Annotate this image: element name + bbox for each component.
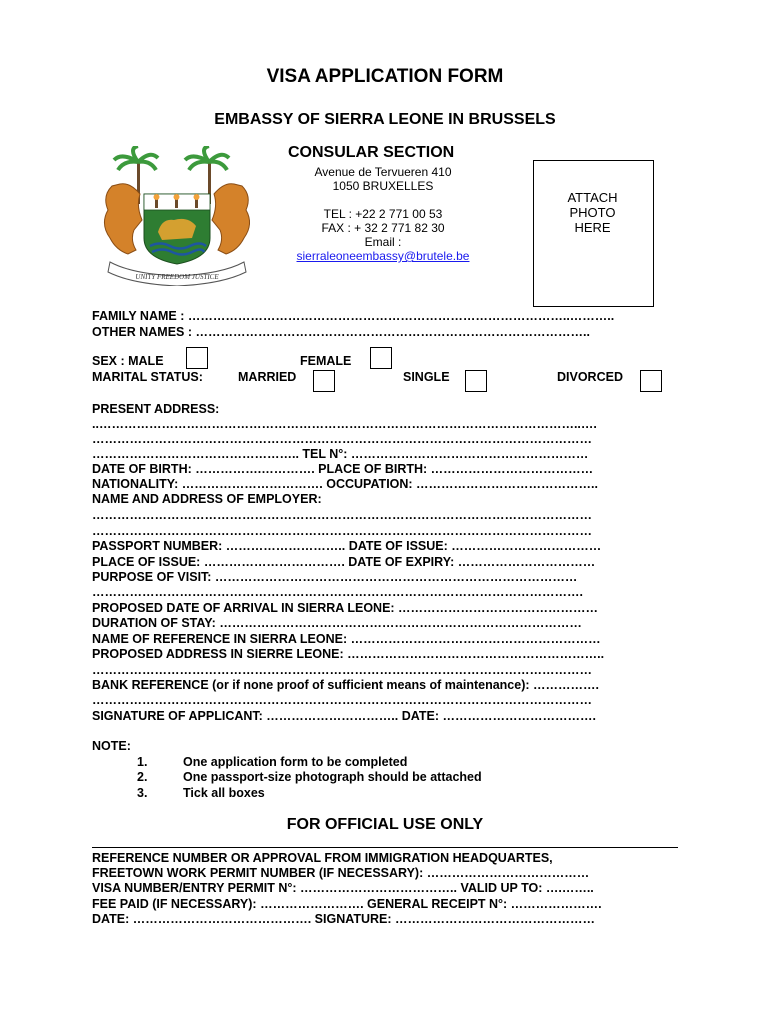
employer-field-line-1[interactable]: ………………………………………………………………………………………………………… xyxy=(92,508,592,522)
photo-label-1: ATTACH xyxy=(567,190,618,205)
photo-label-2: PHOTO xyxy=(569,205,616,220)
arrival-date-field[interactable]: PROPOSED DATE OF ARRIVAL IN SIERRA LEONE: ………………………………………… xyxy=(92,601,599,615)
note-item-3: Tick all boxes xyxy=(183,786,265,800)
duration-of-stay-field[interactable]: DURATION OF STAY: …………………………………………………………………………… xyxy=(92,616,582,630)
female-label: FEMALE xyxy=(300,354,352,368)
fax: FAX : + 32 2 771 82 30 xyxy=(321,221,445,235)
purpose-field-line-2[interactable]: ………………………………………………………………………………………………………. xyxy=(92,585,583,599)
email-link[interactable]: sierraleoneembassy@brutele.be xyxy=(296,249,470,263)
family-name-field[interactable]: FAMILY NAME : ………………………………………………………………………………..……….. xyxy=(92,309,615,323)
visa-number-field[interactable]: VISA NUMBER/ENTRY PERMIT N°: ……………………………….. VALID UP TO: ….…….. xyxy=(92,881,594,895)
nationality-occupation-field[interactable]: NATIONALITY: ……………………………. OCCUPATION: …………………………………….. xyxy=(92,477,598,491)
telephone: TEL : +22 2 771 00 53 xyxy=(323,207,443,221)
official-divider xyxy=(92,847,678,848)
note-item-2: One passport-size photograph should be attached xyxy=(183,770,482,784)
embassy-name: EMBASSY OF SIERRA LEONE IN BRUSSELS xyxy=(214,111,556,128)
note-number-2: 2. xyxy=(137,770,148,784)
other-names-field[interactable]: OTHER NAMES : ………………………………………………………………………………….. xyxy=(92,325,590,339)
fee-paid-field[interactable]: FEE PAID (IF NECESSARY): ……………………. GENERAL RECEIPT N°: …………………. xyxy=(92,897,602,911)
address-field-line-1[interactable]: ..……………………………………………………………………………………………………..…. xyxy=(92,417,597,431)
address-line-2: 1050 BRUXELLES xyxy=(332,179,434,193)
email-label: Email : xyxy=(364,235,402,249)
motto-text: UNITY FREEDOM JUSTICE xyxy=(135,273,219,281)
consular-section-heading: CONSULAR SECTION xyxy=(288,144,455,161)
official-date-signature-field[interactable]: DATE: ……………………………………. SIGNATURE: ………………………………………… xyxy=(92,912,596,926)
place-of-issue-field[interactable]: PLACE OF ISSUE: ……………………………. DATE OF EXPIRY: …………………………… xyxy=(92,555,596,569)
bank-reference-line-2[interactable]: ………………………………………………………………………………………………………… xyxy=(92,693,592,707)
form-title: VISA APPLICATION FORM xyxy=(266,66,504,87)
employer-label: NAME AND ADDRESS OF EMPLOYER: xyxy=(92,492,322,506)
address-field-line-2[interactable]: ………………………………………………………………………………………………………… xyxy=(92,432,592,446)
note-item-1: One application form to be completed xyxy=(183,755,408,769)
present-address-label: PRESENT ADDRESS: xyxy=(92,402,220,416)
female-checkbox[interactable] xyxy=(370,347,392,369)
photo-label-3: HERE xyxy=(574,220,611,235)
note-number-1: 1. xyxy=(137,755,148,769)
purpose-of-visit-field[interactable]: PURPOSE OF VISIT: …………………………………………………………………………… xyxy=(92,570,578,584)
lion-right-icon xyxy=(212,184,250,254)
male-checkbox[interactable] xyxy=(186,347,208,369)
coat-of-arms-icon xyxy=(92,146,262,286)
divorced-label: DIVORCED xyxy=(557,370,623,384)
single-label: SINGLE xyxy=(403,370,450,384)
married-label: MARRIED xyxy=(238,370,297,384)
date-place-of-birth-field[interactable]: DATE OF BIRTH: …………….…………. PLACE OF BIRTH: ………………………………… xyxy=(92,462,594,476)
married-checkbox[interactable] xyxy=(313,370,335,392)
divorced-checkbox[interactable] xyxy=(640,370,662,392)
tel-field[interactable]: ………………………………………….. TEL N°: ………………………………………………… xyxy=(92,447,589,461)
signature-date-field[interactable]: SIGNATURE OF APPLICANT: ………………………….. DATE: ………………………………. xyxy=(92,709,596,723)
reference-name-field[interactable]: NAME OF REFERENCE IN SIERRA LEONE: …………………………………………………… xyxy=(92,632,601,646)
work-permit-field[interactable]: FREETOWN WORK PERMIT NUMBER (IF NECESSARY): ………………………………… xyxy=(92,866,590,880)
proposed-address-line-2[interactable]: ………………………………………………………………………………………………………… xyxy=(92,663,592,677)
bank-reference-field[interactable]: BANK REFERENCE (or if none proof of sufficient means of maintenance): ……………. xyxy=(92,678,599,692)
note-label: NOTE: xyxy=(92,739,131,753)
proposed-address-field[interactable]: PROPOSED ADDRESS IN SIERRE LEONE: …………………………………………………….. xyxy=(92,647,605,661)
passport-field[interactable]: PASSPORT NUMBER: ……………………….. DATE OF ISSUE: ……………………………… xyxy=(92,539,602,553)
address-line-1: Avenue de Tervueren 410 xyxy=(314,165,452,179)
single-checkbox[interactable] xyxy=(465,370,487,392)
sex-label: SEX : MALE xyxy=(92,354,164,368)
marital-status-label: MARITAL STATUS: xyxy=(92,370,203,384)
immigration-reference-field[interactable]: REFERENCE NUMBER OR APPROVAL FROM IMMIGRATION HEADQUARTES, xyxy=(92,851,553,865)
employer-field-line-2[interactable]: ………………………………………………………………………………………………………… xyxy=(92,524,592,538)
note-number-3: 3. xyxy=(137,786,148,800)
official-use-heading: FOR OFFICIAL USE ONLY xyxy=(286,816,484,833)
lion-left-icon xyxy=(104,184,142,254)
